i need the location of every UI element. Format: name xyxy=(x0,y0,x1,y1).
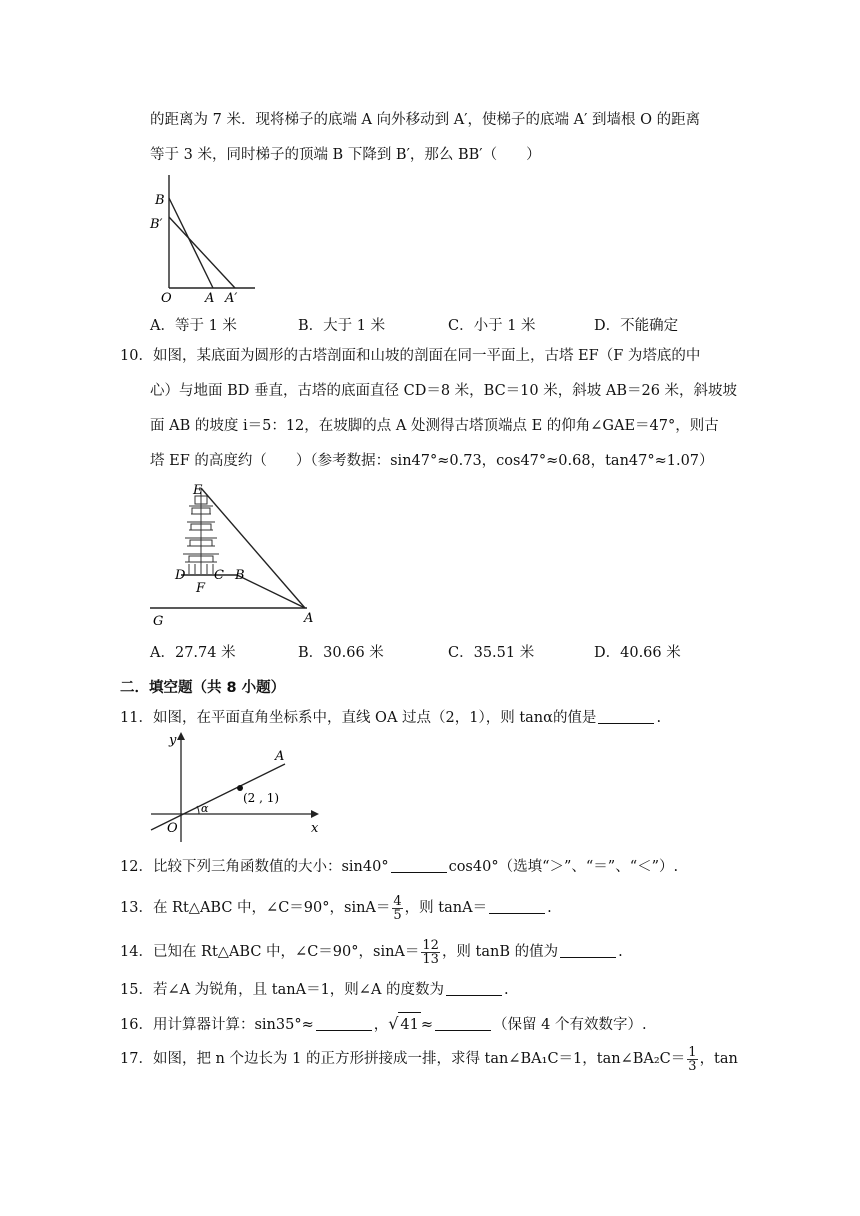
q15-answer-blank xyxy=(446,981,502,996)
q11-label-x: x xyxy=(311,821,319,836)
q11-point-label: (2 , 1) xyxy=(243,791,280,805)
q16-text-mid: ， xyxy=(373,1017,389,1033)
q12-text-post: cos40°（选填“＞”、“＝”、“＜”）. xyxy=(448,859,679,875)
q9-ladder-figure xyxy=(145,170,260,310)
q10-label-a: A xyxy=(304,611,314,626)
q10-option-a: A．27.74 米 xyxy=(150,645,236,661)
q17-fraction xyxy=(687,1046,697,1073)
q12-line xyxy=(120,857,678,877)
q10-option-b: B．30.66 米 xyxy=(298,645,384,661)
q10-option-c: C．35.51 米 xyxy=(448,645,535,661)
q11-end: . xyxy=(656,710,662,726)
q11-line xyxy=(120,708,661,728)
q9-option-d: D．不能确定 xyxy=(594,318,679,334)
q10-label-b: B xyxy=(235,568,245,583)
q9-label-a-prime: A′ xyxy=(225,291,238,306)
q15-line xyxy=(120,980,509,1000)
q14-end: . xyxy=(618,944,623,960)
q13-numerator: 4 xyxy=(393,893,402,909)
q17-line xyxy=(120,1044,738,1074)
q11-label-y: y xyxy=(169,733,177,748)
q11-label-a: A xyxy=(275,749,285,764)
q10-label-c: C xyxy=(214,568,224,583)
q13-denominator: 5 xyxy=(393,907,402,923)
q11-coordinate-figure xyxy=(145,730,325,848)
q14-numerator: 12 xyxy=(422,937,439,953)
q16-text-post: （保留 4 个有效数字）. xyxy=(493,1017,647,1033)
q17-text-post: ，tan xyxy=(699,1051,738,1067)
q9-option-b: B．大于 1 米 xyxy=(298,318,386,334)
q11-label-alpha: α xyxy=(201,802,209,815)
q13-answer-blank xyxy=(489,899,545,914)
q10-line3: 面 AB 的坡度 i＝5：12，在坡脚的点 A 处测得古塔顶端点 E 的仰角∠GAE＝47°，则古 xyxy=(150,418,719,434)
q16-approx: ≈ xyxy=(420,1017,434,1033)
q9-label-o: O xyxy=(161,291,172,306)
q13-end: . xyxy=(547,900,552,916)
q14-text-pre: 14．已知在 Rt△ABC 中，∠C＝90°，sinA＝ xyxy=(120,944,420,960)
q13-text-pre: 13．在 Rt△ABC 中，∠C＝90°，sinA＝ xyxy=(120,900,391,916)
q12-answer-blank xyxy=(391,858,447,873)
q17-numerator: 1 xyxy=(688,1044,697,1060)
q16-answer-blank-1 xyxy=(316,1016,372,1031)
q14-answer-blank xyxy=(560,943,616,958)
q11-answer-blank xyxy=(598,709,654,724)
q9-line2: 等于 3 米，同时梯子的顶端 B 下降到 B′，那么 BB′（ ） xyxy=(150,147,541,163)
q16-line xyxy=(120,1012,647,1037)
q14-line xyxy=(120,937,623,967)
q16-answer-blank-2 xyxy=(435,1016,491,1031)
q13-line xyxy=(120,893,552,923)
q9-label-a: A xyxy=(205,291,215,306)
q15-end: . xyxy=(504,982,509,998)
q11-label-o: O xyxy=(167,821,178,836)
q14-fraction xyxy=(421,939,440,966)
q9-line1: 的距离为 7 米．现将梯子的底端 A 向外移动到 A′，使梯子的底端 A′ 到墙根 O 的距离 xyxy=(150,112,701,128)
q10-option-d: D．40.66 米 xyxy=(594,645,681,661)
q9-option-c: C．小于 1 米 xyxy=(448,318,536,334)
q14-text-post: ，则 tanB 的值为 xyxy=(441,944,559,960)
q15-text-pre: 15．若∠A 为锐角，且 tanA＝1，则∠A 的度数为 xyxy=(120,982,445,998)
q17-denominator: 3 xyxy=(688,1058,697,1074)
q10-label-f: F xyxy=(196,581,206,596)
q9-label-b: B xyxy=(155,193,165,208)
sqrt-sign-icon: √ xyxy=(388,1014,399,1033)
q16-text-pre: 16．用计算器计算：sin35°≈ xyxy=(120,1017,314,1033)
q10-pagoda-figure xyxy=(145,478,320,630)
q10-line1: 10．如图，某底面为圆形的古塔剖面和山坡的剖面在同一平面上，古塔 EF（F 为塔底的中 xyxy=(120,348,701,364)
q9-option-a: A．等于 1 米 xyxy=(150,318,237,334)
q10-label-e: E xyxy=(193,483,203,498)
q13-fraction xyxy=(392,895,402,922)
q10-line4: 塔 EF 的高度约（ ）（参考数据：sin47°≈0.73，cos47°≈0.68，tan47°≈1.07） xyxy=(150,453,714,469)
q16-radicand: 41 xyxy=(398,1012,420,1037)
q17-text-pre: 17．如图，把 n 个边长为 1 的正方形拼接成一排，求得 tan∠BA₁C＝1，tan∠BA₂C＝ xyxy=(120,1051,686,1067)
q10-label-g: G xyxy=(153,614,164,629)
q10-label-d: D xyxy=(175,568,186,583)
q9-label-b-prime: B′ xyxy=(150,217,163,232)
q14-denominator: 13 xyxy=(422,951,439,967)
section-heading-fill-blank: 二．填空题（共 8 小题） xyxy=(120,680,286,696)
q11-text: 11．如图，在平面直角坐标系中，直线 OA 过点（2，1），则 tanα的值是 xyxy=(120,710,597,726)
q12-text-pre: 12．比较下列三角函数值的大小：sin40° xyxy=(120,859,389,875)
q10-line2: 心）与地面 BD 垂直，古塔的底面直径 CD＝8 米，BC＝10 米，斜坡 AB＝26 米，斜坡坡 xyxy=(150,383,738,399)
q13-text-post: ，则 tanA＝ xyxy=(404,900,488,916)
pagoda-drawing xyxy=(183,488,219,574)
